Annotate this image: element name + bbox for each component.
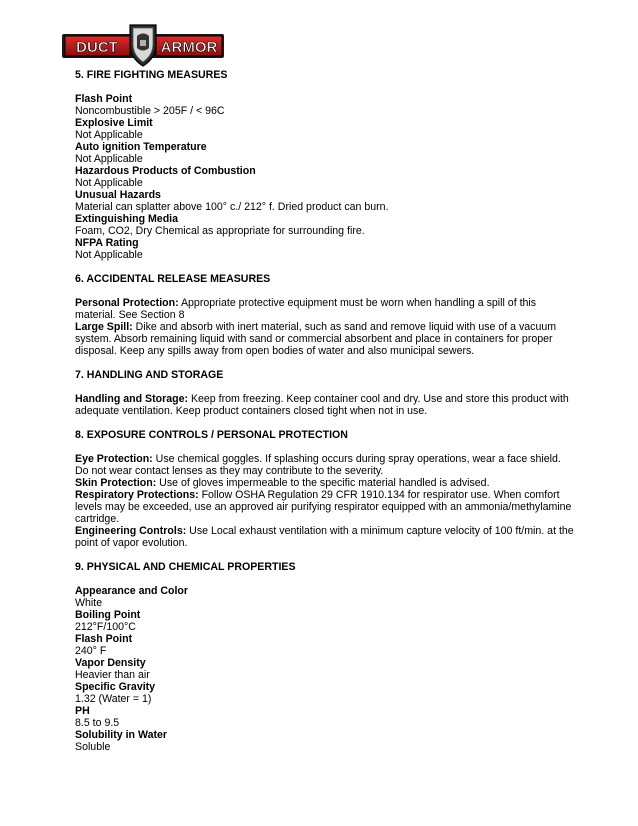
- section-title: 8. EXPOSURE CONTROLS / PERSONAL PROTECTION: [75, 429, 348, 441]
- section-accidental-release: [75, 273, 575, 357]
- field-value: White: [75, 597, 103, 609]
- field-label: Hazardous Products of Combustion: [75, 165, 256, 177]
- para-label: Skin Protection:: [75, 477, 157, 489]
- field-value: Foam, CO2, Dry Chemical as appropriate for surrounding fire.: [75, 225, 365, 237]
- paragraph: [75, 321, 575, 357]
- field-value: Not Applicable: [75, 153, 143, 165]
- paragraph: [75, 525, 575, 549]
- para-label: Engineering Controls:: [75, 525, 187, 537]
- para-label: Large Spill:: [75, 321, 133, 333]
- shield-logo-icon: [60, 22, 226, 68]
- field-value: 8.5 to 9.5: [75, 717, 120, 729]
- field-label: Unusual Hazards: [75, 189, 161, 201]
- para-text: Dike and absorb with inert material, such as sand and remove liquid with use of a vacuum system. Absorb remaining liquid with sand or commercial absorbent and place in containers for proper disposal. Keep any spills away from open bodies of water and also municipal sewers.: [75, 321, 557, 357]
- para-label: Respiratory Protections:: [75, 489, 199, 501]
- field-label: PH: [75, 705, 90, 717]
- paragraph: [75, 489, 575, 525]
- duct-armor-logo: [60, 22, 226, 68]
- field-value: Not Applicable: [75, 249, 143, 261]
- section-title: 7. HANDLING AND STORAGE: [75, 369, 224, 381]
- field-label: Auto ignition Temperature: [75, 141, 207, 153]
- para-text: Keep from freezing. Keep container cool and dry. Use and store this product with adequate ventilation. Keep product containers closed tight when not in use.: [75, 393, 569, 417]
- field-label: Boiling Point: [75, 609, 141, 621]
- field-value: Soluble: [75, 741, 111, 753]
- field-value: 212°F/100°C: [75, 621, 136, 633]
- paragraph: [75, 477, 575, 489]
- field-value: Not Applicable: [75, 177, 143, 189]
- section-title: 9. PHYSICAL AND CHEMICAL PROPERTIES: [75, 561, 296, 573]
- field-label: Flash Point: [75, 633, 133, 645]
- field-value: Not Applicable: [75, 129, 143, 141]
- para-text: Use Local exhaust ventilation with a minimum capture velocity of 100 ft/min. at the point of vapor evolution.: [75, 525, 574, 549]
- section-title: 5. FIRE FIGHTING MEASURES: [75, 69, 228, 81]
- logo-left-word: DUCT: [76, 39, 118, 56]
- section-physical-chemical: [75, 561, 575, 753]
- section-fire-fighting: [75, 69, 575, 261]
- field-label: Solubility in Water: [75, 729, 168, 741]
- field-value: Material can splatter above 100° c./ 212° f. Dried product can burn.: [75, 201, 389, 213]
- section-title: 6. ACCIDENTAL RELEASE MEASURES: [75, 273, 271, 285]
- field-label: Vapor Density: [75, 657, 146, 669]
- para-text: Use chemical goggles. If splashing occurs during spray operations, wear a face shield. Do not wear contact lenses as they may contribute to the severity.: [75, 453, 561, 477]
- field-label: Explosive Limit: [75, 117, 153, 129]
- paragraph: [75, 393, 575, 417]
- field-value: Heavier than air: [75, 669, 150, 681]
- para-text: Follow OSHA Regulation 29 CFR 1910.134 for respirator use. When comfort levels may be exceeded, use an approved air purifying respirator equipped with an ammonia/methylamine cartridge.: [75, 489, 572, 525]
- field-label: Flash Point: [75, 93, 133, 105]
- field-value: 240° F: [75, 645, 107, 657]
- document-body: [75, 69, 575, 765]
- paragraph: [75, 453, 575, 477]
- field-value: Noncombustible > 205F / < 96C: [75, 105, 225, 117]
- para-label: Eye Protection:: [75, 453, 153, 465]
- para-text: Use of gloves impermeable to the specific material handled is advised.: [156, 477, 490, 489]
- field-label: Specific Gravity: [75, 681, 156, 693]
- field-label: Extinguishing Media: [75, 213, 178, 225]
- field-label: NFPA Rating: [75, 237, 139, 249]
- section-handling-storage: [75, 369, 575, 417]
- field-value: 1.32 (Water = 1): [75, 693, 152, 705]
- para-label: Personal Protection:: [75, 297, 179, 309]
- para-text: Appropriate protective equipment must be worn when handling a spill of this material. See Section 8: [75, 297, 537, 321]
- logo-right-word: ARMOR: [160, 39, 218, 56]
- paragraph: [75, 297, 575, 321]
- section-exposure-controls: [75, 429, 575, 549]
- para-label: Handling and Storage:: [75, 393, 189, 405]
- field-label: Appearance and Color: [75, 585, 189, 597]
